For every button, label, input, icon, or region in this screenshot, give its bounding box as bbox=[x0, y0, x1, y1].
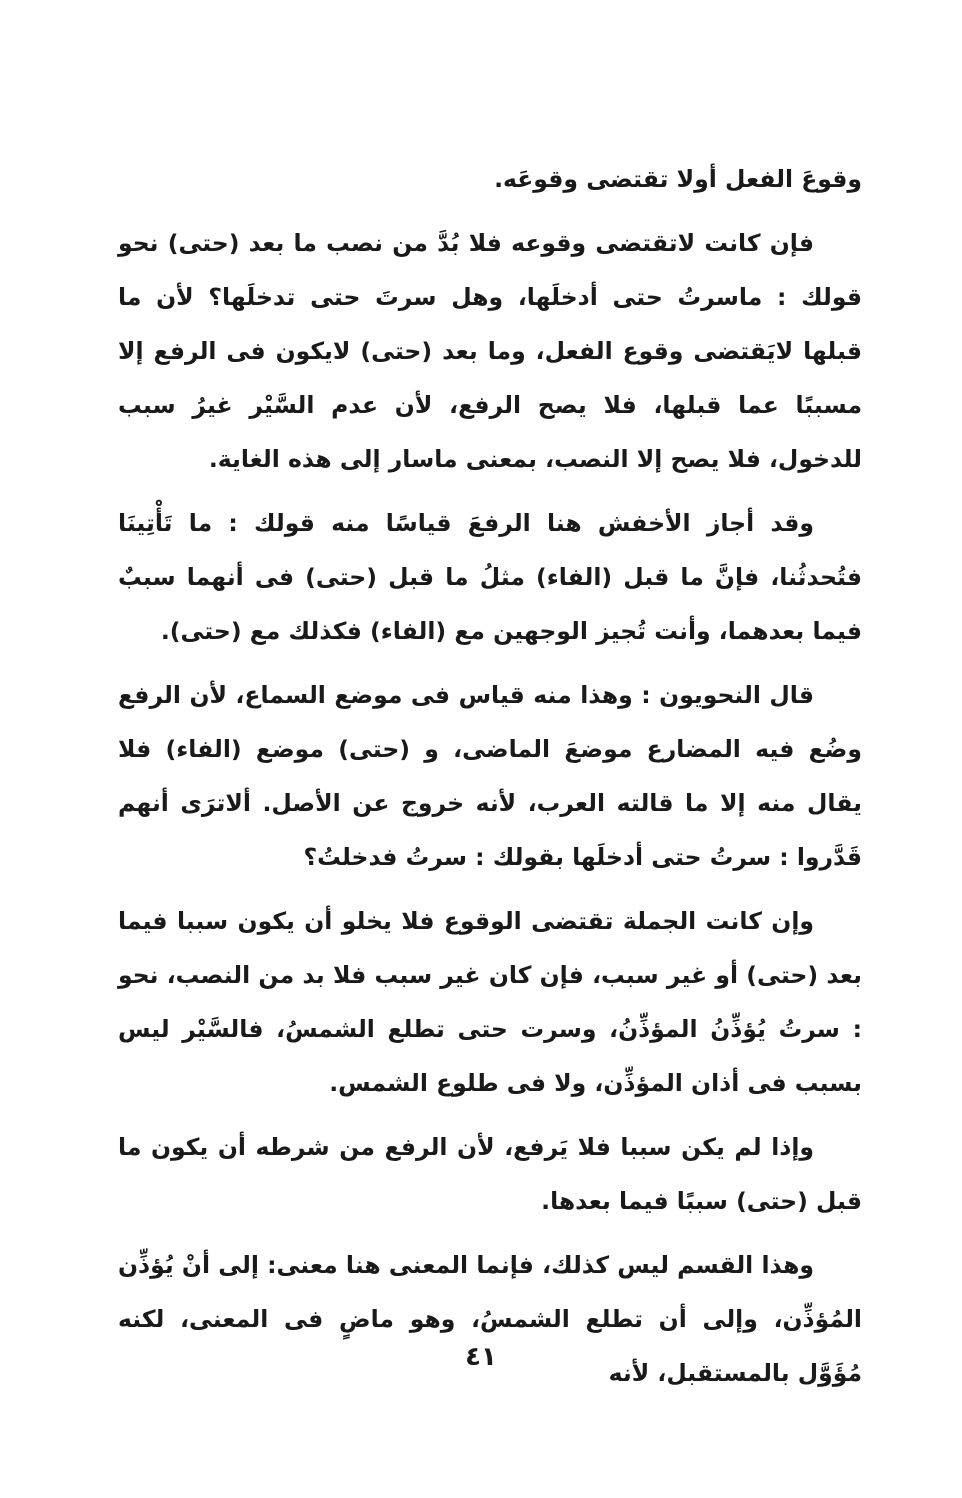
paragraph-2: فإن كانت لاتقتضى وقوعه فلا بُدَّ من نصب ما بعد (حتى) نحو قولك : ماسرتُ حتى أدخلَها، وهل سرتَ حتى تدخلَها؟ لأن ما قبلها لايَقتضى وقوع الفعل، وما بعد (حتى) لايكون فى الرفع إلا مسببًا عما قبلها، فلا يصح الرفع، لأن عدم السَّيْر غيرُ سبب للدخول، فلا يصح إلا النصب، بمعنى ماسار إلى هذه الغاية. bbox=[118, 229, 862, 473]
paragraph-6: وإذا لم يكن سببا فلا يَرفع، لأن الرفع من شرطه أن يكون ما قبل (حتى) سببًا فيما بعدها. bbox=[118, 1133, 862, 1215]
paragraph-5: وإن كانت الجملة تقتضى الوقوع فلا يخلو أن يكون سببا فيما بعد (حتى) أو غير سبب، فإن كان غير سبب فلا بد من النصب، نحو : سرتُ يُؤذِّنُ المؤذِّنُ، وسرت حتى تطلع الشمسُ، فالسَّيْر ليس بسبب فى أذان المؤذِّن، ولا فى طلوع الشمس. bbox=[118, 907, 862, 1097]
paragraph-1: وقوعَ الفعل أولا تقتضى وقوعَه. bbox=[494, 165, 862, 193]
body-text bbox=[118, 152, 862, 1410]
paragraph-7: وهذا القسم ليس كذلك، فإنما المعنى هنا معنى: إلى أنْ يُؤذِّن المُؤذِّن، وإلى أن تطلع الشمسُ، وهو ماضٍ فى المعنى، لكنه مُؤَوَّل بالمستقبل، لأنه bbox=[118, 1251, 862, 1387]
page-number: ٤١ bbox=[465, 1342, 497, 1372]
paragraph-3: وقد أجاز الأخفش هنا الرفعَ قياسًا منه قولك : ما تَأْتِينَا فتُحدثُنا، فإنَّ ما قبل (الفاء) مثلُ ما قبل (حتى) فى أنهما سببٌ فيما بعدهما، وأنت تُجيز الوجهين مع (الفاء) فكذلك مع (حتى). bbox=[118, 509, 862, 645]
paragraph-4: قال النحويون : وهذا منه قياس فى موضع السماع، لأن الرفع وضُع فيه المضارع موضعَ الماضى، و (حتى) موضع (الفاء) فلا يقال منه إلا ما قالته العرب، لأنه خروج عن الأصل. ألاترَى أنهم قَدَّروا : سرتُ حتى أدخلَها بقولك : سرتُ فدخلتُ؟ bbox=[118, 681, 862, 871]
